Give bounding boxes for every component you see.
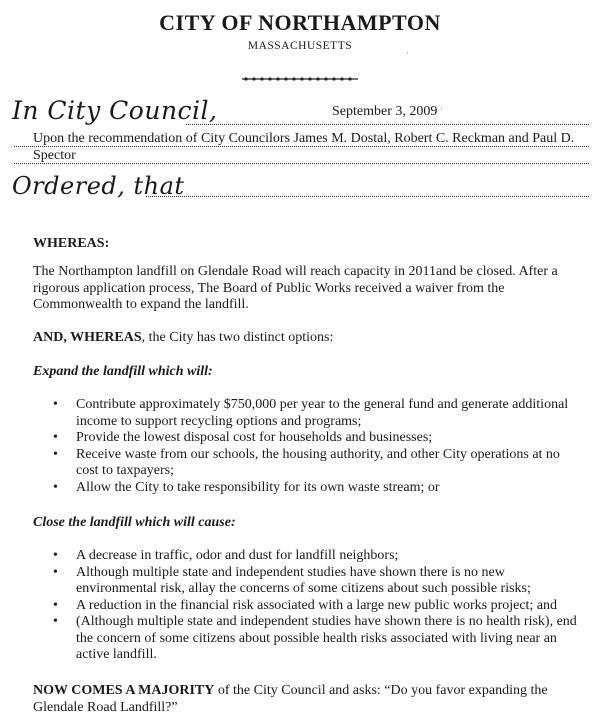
and-whereas-text: , the City has two distinct options: <box>141 330 334 345</box>
list-item: • A decrease in traffic, odor and dust for landfill neighbors; <box>53 548 399 563</box>
bullet-icon: • <box>53 479 58 495</box>
question-text: of the City Council and asks: “Do you favor expanding the Glendale Road Landfill?” <box>33 683 548 715</box>
close-list <box>53 548 578 664</box>
bullet-icon: • <box>53 597 58 613</box>
and-whereas-paragraph <box>33 330 573 347</box>
whereas-heading: WHEREAS: <box>33 236 110 251</box>
bullet-icon: • <box>53 614 58 629</box>
state-subtitle: MASSACHUSETTS <box>247 40 353 52</box>
and-whereas-label: AND, WHEREAS <box>33 330 142 345</box>
list-item: • (Although multiple state and independent studies have shown there is no health risk), end the concern of some citizens about possible health risks associated with living near an active landfill. <box>53 614 577 662</box>
ornament-divider <box>0 70 600 88</box>
bullet-icon: • <box>53 548 58 563</box>
list-item: • Allow the City to take responsibility for its own waste stream; or <box>53 479 440 495</box>
dotted-rule <box>146 196 589 197</box>
question-paragraph <box>33 683 593 716</box>
list-item: • A reduction in the financial risk associated with a large new public works project; and <box>53 597 558 613</box>
list-item: • Receive waste from our schools, the housing authority, and other City operations at no cost to taxpayers; <box>53 446 560 478</box>
order-date: September 3, 2009 <box>332 104 438 119</box>
whereas-paragraph: The Northampton landfill on Glendale Road will reach capacity in 2011and be closed. After a rigorous application process, The Board of Public Works received a waiver from the Commonwealth to expand the landfill. <box>33 264 558 312</box>
bullet-icon: • <box>53 446 58 462</box>
page-title: CITY OF NORTHAMPTON <box>159 10 441 35</box>
list-item: • Contribute approximately $750,000 per year to the general fund and generate additional income to support recycling options and programs; <box>53 397 569 429</box>
scan-speck: · <box>440 104 443 114</box>
expand-list <box>53 397 578 496</box>
now-comes-label: NOW COMES A MAJORITY <box>33 683 215 698</box>
scan-speck: · <box>406 48 409 58</box>
ordered-heading: Ordered, that <box>12 172 185 200</box>
close-heading: Close the landfill which will cause: <box>33 515 236 530</box>
bullet-icon: • <box>53 397 58 412</box>
recommendation-text: Upon the recommendation of City Councilors James M. Dostal, Robert C. Reckman and Paul D. Spector <box>33 131 575 163</box>
list-item: • Provide the lowest disposal cost for households and businesses; <box>53 430 433 445</box>
expand-heading: Expand the landfill which will: <box>33 364 213 379</box>
bullet-icon: • <box>53 430 58 445</box>
bullet-icon: • <box>53 564 58 580</box>
list-item: • Although multiple state and independent studies have shown there is no new environmental risk, allay the concerns of some citizens about such possible risks; <box>53 564 531 596</box>
council-heading: In City Council, <box>12 96 218 125</box>
dotted-rule <box>186 124 589 125</box>
